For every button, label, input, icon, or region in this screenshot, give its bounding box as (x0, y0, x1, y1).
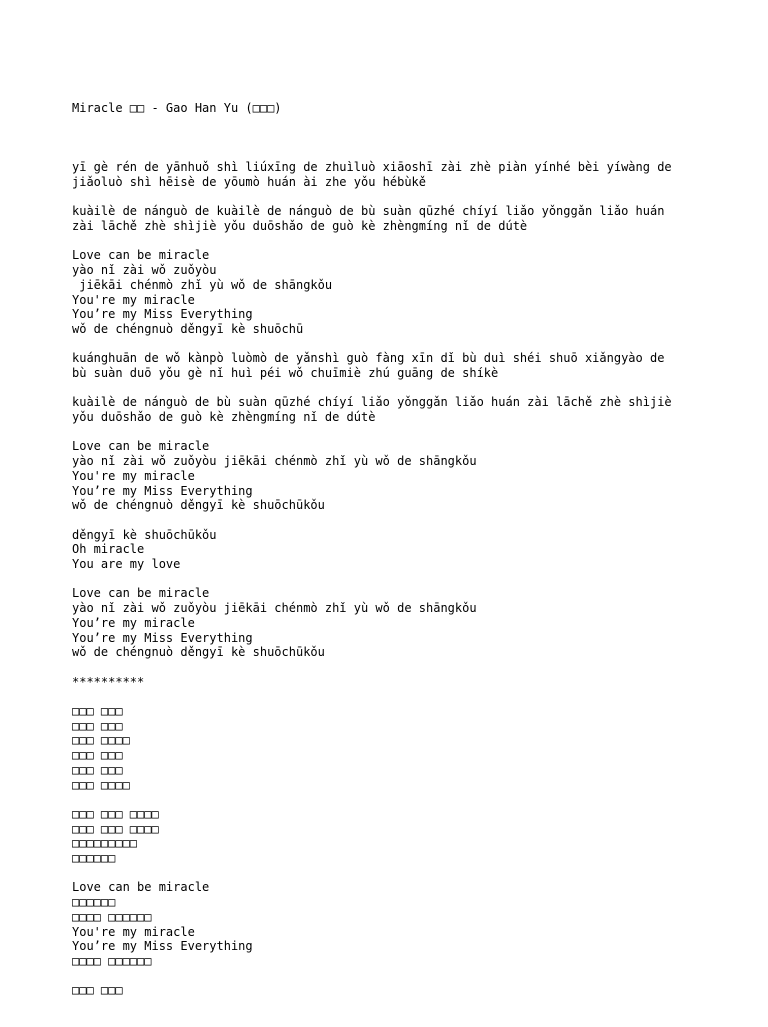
lyrics-line: wǒ de chéngnuò děngyī kè shuōchūkǒu (72, 498, 325, 513)
lyrics-stanza (72, 351, 712, 380)
lyrics-line: kuàilè de nánguò de kuàilè de nánguò de bù suàn qūzhé chíyí liǎo yǒnggǎn liǎo huán (72, 204, 665, 219)
lyrics-line: zài lāchě zhè shìjiè yǒu duōshǎo de guò kè zhèngmíng nǐ de dútè (72, 219, 528, 233)
lyrics-line: jiēkāi chénmò zhǐ yù wǒ de shāngkǒu (72, 277, 333, 292)
lyrics-line: □□□□ □□□□□□ (72, 954, 152, 968)
lyrics-line: □□□ □□□ (72, 748, 123, 763)
lyrics-line: Love can be miracle (72, 439, 210, 454)
lyrics-stanza (72, 248, 712, 336)
lyrics-line: □□□ □□□□ (72, 777, 130, 792)
lyrics-line: □□□ □□□□ (72, 733, 130, 748)
lyrics-line: wǒ de chéngnuò děngyī kè shuōchū (72, 321, 304, 336)
lyrics-stanza (72, 704, 712, 792)
lyrics-line: You’re my miracle (72, 615, 195, 630)
song-title: Miracle □□ - Gao Han Yu (□□□) (72, 101, 282, 116)
lyrics-line: bù suàn duō yǒu gè nǐ huì péi wǒ chuīmiè zhú guāng de shíkè (72, 366, 499, 380)
lyrics-line: Love can be miracle (72, 248, 210, 263)
lyrics-line: yào nǐ zài wǒ zuǒyòu jiēkāi chénmò zhǐ yù wǒ de shāngkǒu (72, 454, 477, 469)
lyrics-stanza (72, 160, 712, 189)
lyrics-body (72, 160, 712, 998)
lyrics-line: □□□ □□□ (72, 718, 123, 733)
lyrics-stanza (72, 528, 712, 572)
lyrics-line: □□□□□□ (72, 851, 116, 866)
lyrics-line: yào nǐ zài wǒ zuǒyòu (72, 263, 217, 278)
lyrics-line: You’re my Miss Everything (72, 630, 253, 645)
lyrics-line: yǒu duōshǎo de guò kè zhèngmíng nǐ de dútè (72, 410, 376, 425)
lyrics-line: wǒ de chéngnuò děngyī kè shuōchūkǒu (72, 645, 325, 660)
lyrics-stanza (72, 880, 712, 968)
lyrics-line: You’re my Miss Everything (72, 483, 253, 498)
lyrics-stanza (72, 204, 712, 233)
lyrics-line: □□□ □□□ (72, 762, 123, 777)
lyrics-line: You are my love (72, 557, 181, 572)
lyrics-line: Oh miracle (72, 542, 145, 557)
lyrics-line: □□□ □□□ (72, 704, 123, 719)
lyrics-line: You’re my Miss Everything (72, 939, 253, 954)
lyrics-line: □□□ □□□ □□□□ (72, 821, 159, 836)
lyrics-line: děngyī kè shuōchūkǒu (72, 527, 217, 542)
lyrics-stanza (72, 675, 712, 690)
lyrics-line: ********** (72, 674, 145, 689)
lyrics-line: You’re my Miss Everything (72, 307, 253, 322)
lyrics-stanza (72, 586, 712, 660)
lyrics-line: jiǎoluò shì hēisè de yōumò huán ài zhe yǒu hébùkě (72, 174, 427, 189)
lyrics-line: kuàilè de nánguò de bù suàn qūzhé chíyí liǎo yǒnggǎn liǎo huán zài lāchě zhè shìjiè (72, 395, 672, 410)
lyrics-line: yī gè rén de yānhuǒ shì liúxīng de zhuìluò xiāoshī zài zhè piàn yínhé bèi yíwàng de (72, 160, 672, 175)
lyrics-line: You're my miracle (72, 292, 195, 307)
lyrics-stanza (72, 395, 712, 424)
lyrics-stanza (72, 983, 712, 998)
lyrics-line: □□□ □□□ (72, 983, 123, 998)
lyrics-line: □□□□□□□□□ (72, 836, 138, 851)
lyrics-stanza (72, 439, 712, 513)
lyrics-line: Love can be miracle (72, 586, 210, 601)
lyrics-line: yào nǐ zài wǒ zuǒyòu jiēkāi chénmò zhǐ yù wǒ de shāngkǒu (72, 601, 477, 616)
lyrics-line: You're my miracle (72, 468, 195, 483)
lyrics-line: Love can be miracle (72, 880, 210, 895)
lyrics-line: □□□□ □□□□□□ (72, 909, 152, 924)
lyrics-line: kuánghuān de wǒ kànpò luòmò de yǎnshì guò fàng xīn dǐ bù duì shéi shuō xiǎngyào de (72, 351, 665, 366)
document-page (72, 72, 712, 1027)
lyrics-stanza (72, 807, 712, 866)
lyrics-line: □□□ □□□ □□□□ (72, 806, 159, 821)
lyrics-line: You're my miracle (72, 924, 195, 939)
lyrics-line: □□□□□□ (72, 895, 116, 910)
